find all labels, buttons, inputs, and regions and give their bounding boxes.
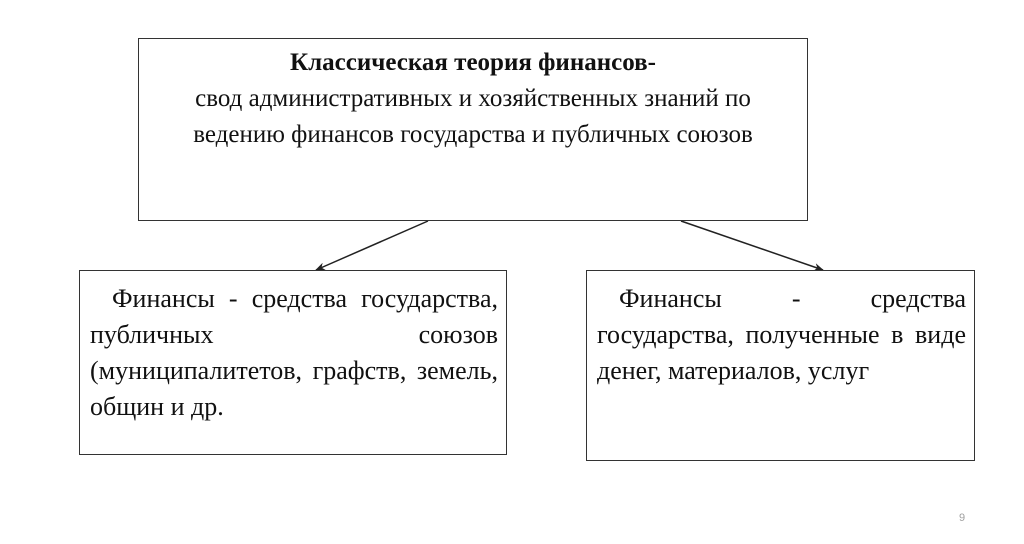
classical-theory-box (138, 38, 808, 221)
left-definition-box (79, 270, 507, 455)
right-definition-box (586, 270, 975, 461)
classical-theory-description: свод административных и хозяйственных знаний по ведению финансов государства и публичных союзов (193, 85, 753, 148)
arrow-to-right-box (681, 221, 823, 270)
classical-theory-title: Классическая теория финансов- (290, 49, 656, 76)
left-definition-text: Финансы - средства государства, публичных союзов (муниципалитетов, графств, земель, общин и др. (90, 284, 498, 421)
arrow-to-left-box (316, 221, 428, 270)
page-number: 9 (958, 512, 966, 524)
right-definition-text: Финансы - средства государства, полученные в виде денег, материалов, услуг (597, 284, 966, 385)
